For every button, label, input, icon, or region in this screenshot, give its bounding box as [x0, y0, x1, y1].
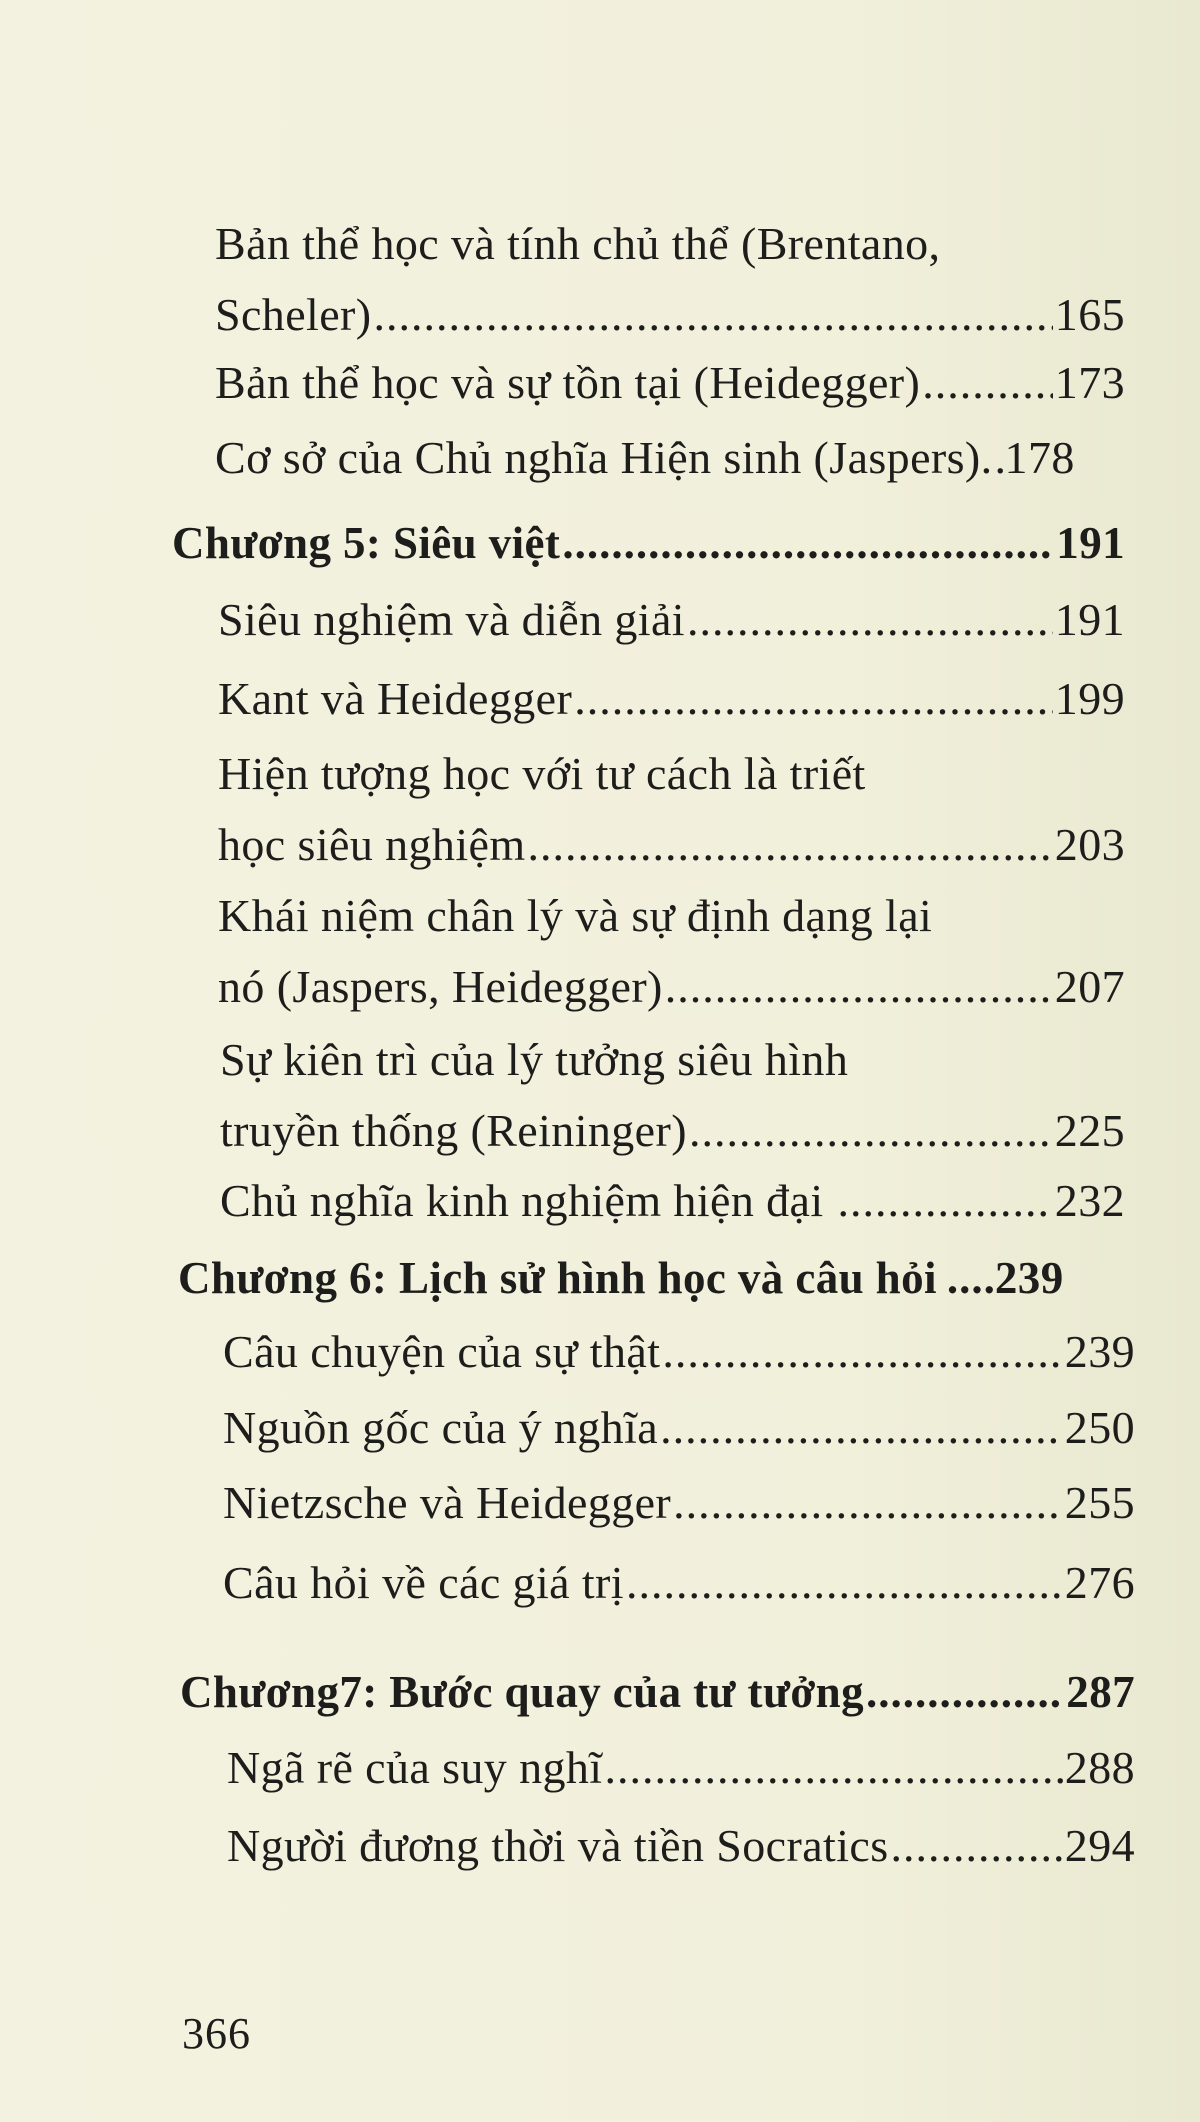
toc-page-number: 203: [1054, 819, 1125, 870]
toc-entry-title: Cơ sở của Chủ nghĩa Hiện sinh (Jaspers).: [215, 432, 993, 483]
toc-leader-dots: [687, 584, 1053, 655]
toc-entry: [215, 422, 1125, 493]
toc-page-number: 239: [994, 1253, 1064, 1303]
toc-entry: [227, 1732, 1135, 1803]
toc-entry: [223, 1467, 1135, 1538]
toc-entry: [218, 738, 1125, 880]
toc-leader-dots: [947, 1243, 993, 1314]
toc-entry: [218, 663, 1125, 734]
toc-page-number: 239: [1064, 1326, 1135, 1377]
toc-entry-title-line1: Sự kiên trì của lý tưởng siêu hình: [220, 1034, 849, 1085]
toc-entry: [227, 1810, 1135, 1881]
toc-leader-dots: [605, 1732, 1063, 1803]
toc-leader-dots: [574, 663, 1053, 734]
toc-page-number: 225: [1054, 1105, 1125, 1156]
toc-entry-title-line1: Hiện tượng học với tư cách là triết: [218, 748, 866, 799]
toc-leader-dots: [891, 1810, 1063, 1881]
toc-entry-title: Nietzsche và Heidegger: [223, 1477, 672, 1528]
toc-entry-title: Người đương thời và tiền Socratics: [227, 1820, 889, 1871]
toc-entry-title: Scheler): [215, 289, 372, 340]
chapter-heading: [180, 1657, 1135, 1728]
toc-entry-title: Câu chuyện của sự thật: [223, 1326, 661, 1377]
toc-entry: [220, 1024, 1125, 1166]
toc-page-number: 178: [1004, 432, 1075, 483]
toc-page-number: 199: [1054, 673, 1125, 724]
toc-entry: [215, 347, 1125, 418]
toc-leader-dots: [562, 508, 1054, 579]
toc-page-number: 287: [1066, 1667, 1135, 1717]
toc-page-number: 288: [1064, 1742, 1135, 1793]
toc-entry-title: Bản thể học và sự tồn tại (Heidegger): [215, 357, 921, 408]
chapter-heading: [172, 508, 1125, 579]
toc-leader-dots: [662, 1316, 1062, 1387]
toc-leader-dots: [665, 951, 1053, 1022]
toc-entry-title: Nguồn gốc của ý nghĩa: [223, 1402, 659, 1453]
toc-page-number: 232: [1054, 1175, 1125, 1226]
toc-entry-title: Chủ nghĩa kinh nghiệm hiện đại: [220, 1175, 824, 1226]
toc-page-number: 207: [1054, 961, 1125, 1012]
toc-entry: [223, 1316, 1135, 1387]
chapter-title: Chương 6: Lịch sử hình học và câu hỏi: [178, 1253, 937, 1303]
toc-leader-dots: [689, 1095, 1053, 1166]
toc-entry: [223, 1547, 1135, 1618]
toc-page-number: 276: [1064, 1557, 1135, 1608]
toc-leader-dots: [995, 422, 1003, 493]
toc-page-number: 165: [1054, 289, 1125, 340]
toc-entry-title: truyền thống (Reininger): [220, 1105, 687, 1156]
toc-page-number: 191: [1054, 594, 1125, 645]
page-number-footer: 366: [182, 2009, 251, 2058]
toc-leader-dots: [528, 809, 1053, 880]
toc-page-number: 255: [1064, 1477, 1135, 1528]
toc-entry-title: nó (Jaspers, Heidegger): [218, 961, 663, 1012]
toc-leader-dots: [373, 279, 1052, 350]
toc-leader-dots: [626, 1547, 1063, 1618]
toc-entry: [218, 584, 1125, 655]
toc-page-number: 173: [1054, 357, 1125, 408]
toc-entry-title: Ngã rẽ của suy nghĩ: [227, 1742, 603, 1793]
toc-entry: [215, 208, 1125, 350]
chapter-title: Chương7: Bước quay của tư tưởng: [180, 1667, 864, 1717]
toc-page-number: 294: [1064, 1820, 1135, 1871]
toc-entry-title: Câu hỏi về các giá trị: [223, 1557, 624, 1608]
toc-leader-dots: [922, 347, 1053, 418]
toc-entry-title-line1: Khái niệm chân lý và sự định dạng lại: [218, 890, 933, 941]
toc-entry: [223, 1392, 1135, 1463]
chapter-heading: [178, 1243, 1135, 1314]
toc-entry-title: Siêu nghiệm và diễn giải: [218, 594, 685, 645]
toc-entry-title-line1: Bản thể học và tính chủ thể (Brentano,: [215, 218, 941, 269]
toc-leader-dots: [673, 1467, 1063, 1538]
toc-leader-dots: [660, 1392, 1063, 1463]
toc-entry-title: học siêu nghiệm: [218, 819, 526, 870]
toc-leader-dots: [866, 1657, 1064, 1728]
toc-page-number: 250: [1064, 1402, 1135, 1453]
toc-entry: [218, 880, 1125, 1022]
chapter-title: Chương 5: Siêu việt: [172, 518, 561, 568]
toc-page-number: 191: [1056, 518, 1125, 568]
toc-entry: [220, 1165, 1125, 1236]
toc-leader-dots: [838, 1165, 1053, 1236]
toc-entry-title: Kant và Heidegger: [218, 673, 573, 724]
